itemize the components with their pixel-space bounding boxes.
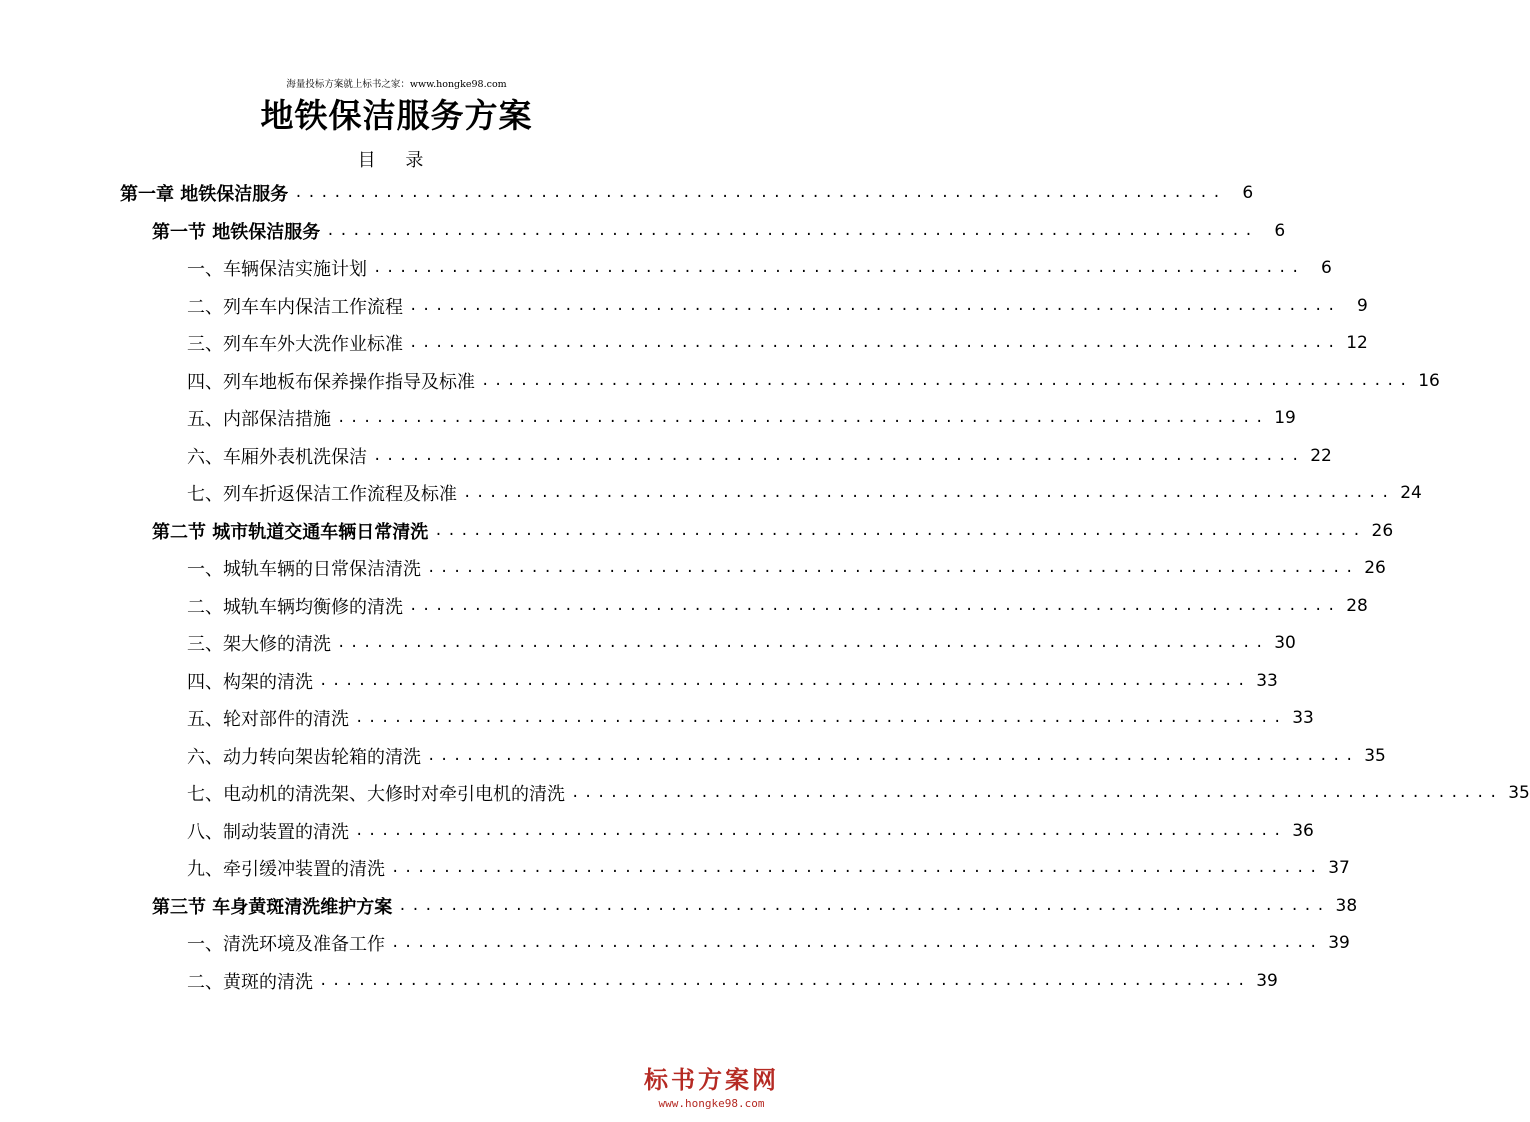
toc-entry-label: 一、城轨车辆的日常保洁清洗	[187, 559, 421, 580]
toc-entry-item[interactable]	[187, 963, 1278, 999]
toc-entry-page: 37	[1328, 858, 1350, 878]
toc-leader-dots: ........................................................................	[391, 860, 1322, 876]
toc-leader-dots: ........................................................................	[409, 597, 1340, 614]
toc-leader-dots: ........................................................................	[337, 410, 1268, 426]
toc-leader-dots: ........................................................................	[391, 935, 1322, 951]
toc-entry-page: 39	[1328, 933, 1350, 953]
toc-entry-label: 第一章 地铁保洁服务	[120, 184, 289, 205]
toc-entry-label: 五、轮对部件的清洗	[187, 709, 349, 730]
toc-leader-dots: ........................................................................	[326, 222, 1258, 239]
toc-entry-page: 33	[1292, 708, 1314, 728]
toc-entry-item[interactable]	[187, 813, 1314, 849]
toc-entry-item[interactable]	[187, 925, 1350, 961]
toc-leader-dots: ........................................................................	[427, 747, 1358, 764]
toc-leader-dots: ........................................................................	[434, 522, 1366, 539]
toc-entry-page: 33	[1256, 670, 1278, 691]
toc-entry-page: 16	[1418, 370, 1440, 391]
toc-entry-label: 七、列车折返保洁工作流程及标准	[187, 484, 457, 505]
toc-entry-page: 39	[1256, 970, 1278, 991]
toc-entry-item[interactable]	[187, 363, 1440, 399]
toc-leader-dots: ........................................................................	[319, 972, 1250, 989]
toc-entry-label: 六、动力转向架齿轮箱的清洗	[187, 746, 421, 768]
toc-entry-item[interactable]	[187, 700, 1314, 736]
toc-entry-page: 24	[1400, 483, 1422, 503]
toc-entry-page: 22	[1310, 445, 1332, 466]
toc-leader-dots: ........................................................................	[409, 297, 1340, 314]
toc-entry-label: 一、清洗环境及准备工作	[187, 934, 385, 955]
watermark-logo	[644, 1060, 779, 1110]
toc-entry-item[interactable]	[187, 250, 1332, 286]
toc-entry-item[interactable]	[187, 550, 1386, 586]
toc-entry-page: 12	[1346, 333, 1368, 353]
toc-entry-label: 三、列车车外大洗作业标准	[187, 334, 403, 355]
watermark-url: www.hongke98.com	[658, 1097, 765, 1110]
toc-entry-page: 26	[1364, 558, 1386, 578]
toc-leader-dots: ........................................................................	[337, 635, 1268, 651]
toc-entry-label: 九、牵引缓冲装置的清洗	[187, 859, 385, 880]
toc-entry-item[interactable]	[187, 663, 1278, 699]
toc-leader-dots: ........................................................................	[319, 672, 1250, 689]
page-header: 海量投标方案就上标书之家：www.hongke98.com	[286, 79, 507, 90]
toc-leader-dots: ........................................................................	[398, 897, 1330, 914]
toc-entry-page: 9	[1357, 295, 1368, 316]
toc-entry-item[interactable]	[187, 400, 1296, 436]
toc-entry-page: 19	[1274, 408, 1296, 428]
toc-entry-label: 五、内部保洁措施	[187, 409, 331, 430]
toc-entry-label: 二、黄斑的清洗	[187, 971, 313, 993]
toc-entry-page: 35	[1508, 783, 1530, 803]
toc-entry-label: 二、城轨车辆均衡修的清洗	[187, 596, 403, 618]
toc-entry-item[interactable]	[187, 288, 1368, 324]
toc-entry-item[interactable]	[187, 325, 1368, 361]
toc-entry-item[interactable]	[187, 588, 1368, 624]
toc-entry-item[interactable]	[187, 850, 1350, 886]
toc-entry-section-3[interactable]	[152, 888, 1358, 924]
toc-entry-page: 30	[1274, 633, 1296, 653]
toc-leader-dots: ........................................................................	[355, 822, 1286, 839]
toc-entry-page: 35	[1364, 745, 1386, 766]
document-title: 地铁保洁服务方案	[260, 96, 533, 135]
toc-entry-section-1[interactable]	[152, 213, 1286, 249]
toc-entry-page: 6	[1274, 220, 1286, 241]
toc-leader-dots: ........................................................................	[409, 335, 1340, 351]
toc-entry-item[interactable]	[187, 438, 1332, 474]
toc-leader-dots: ........................................................................	[373, 447, 1304, 464]
toc-entry-label: 第一节 地铁保洁服务	[152, 221, 321, 243]
toc-entry-label: 第三节 车身黄斑清洗维护方案	[152, 896, 393, 918]
toc-entry-page: 26	[1371, 520, 1394, 541]
toc-leader-dots: ........................................................................	[355, 710, 1286, 726]
toc-heading: 目 录	[357, 150, 436, 171]
toc-leader-dots: ........................................................................	[463, 485, 1394, 501]
toc-entry-label: 八、制动装置的清洗	[187, 821, 349, 843]
toc-entry-label: 第二节 城市轨道交通车辆日常清洗	[152, 521, 429, 543]
toc-entry-item[interactable]	[187, 475, 1422, 511]
toc-entry-label: 四、构架的清洗	[187, 671, 313, 693]
toc-leader-dots: ........................................................................	[373, 260, 1304, 276]
toc-entry-page: 6	[1242, 183, 1254, 203]
toc-leader-dots: ........................................................................	[294, 185, 1226, 201]
toc-entry-chapter-1[interactable]	[120, 175, 1254, 211]
toc-entry-page: 38	[1335, 895, 1358, 916]
toc-entry-label: 三、架大修的清洗	[187, 634, 331, 655]
toc-entry-label: 六、车厢外表机洗保洁	[187, 446, 367, 468]
toc-entry-label: 七、电动机的清洗架、大修时对牵引电机的清洗	[187, 784, 565, 805]
toc-leader-dots: ........................................................................	[427, 560, 1358, 576]
toc-leader-dots: ........................................................................	[571, 785, 1502, 801]
toc-entry-label: 一、车辆保洁实施计划	[187, 259, 367, 280]
toc-entry-item[interactable]	[187, 738, 1386, 774]
toc-entry-item[interactable]	[187, 625, 1296, 661]
toc-entry-page: 28	[1346, 595, 1368, 616]
toc-entry-label: 二、列车车内保洁工作流程	[187, 296, 403, 318]
toc-entry-item[interactable]	[187, 775, 1530, 811]
toc-entry-section-2[interactable]	[152, 513, 1394, 549]
watermark-title: 标书方案网	[644, 1066, 779, 1094]
toc-entry-page: 36	[1292, 820, 1314, 841]
toc-entry-page: 6	[1321, 258, 1332, 278]
toc-entry-label: 四、列车地板布保养操作指导及标准	[187, 371, 475, 393]
toc-leader-dots: ........................................................................	[481, 372, 1412, 389]
